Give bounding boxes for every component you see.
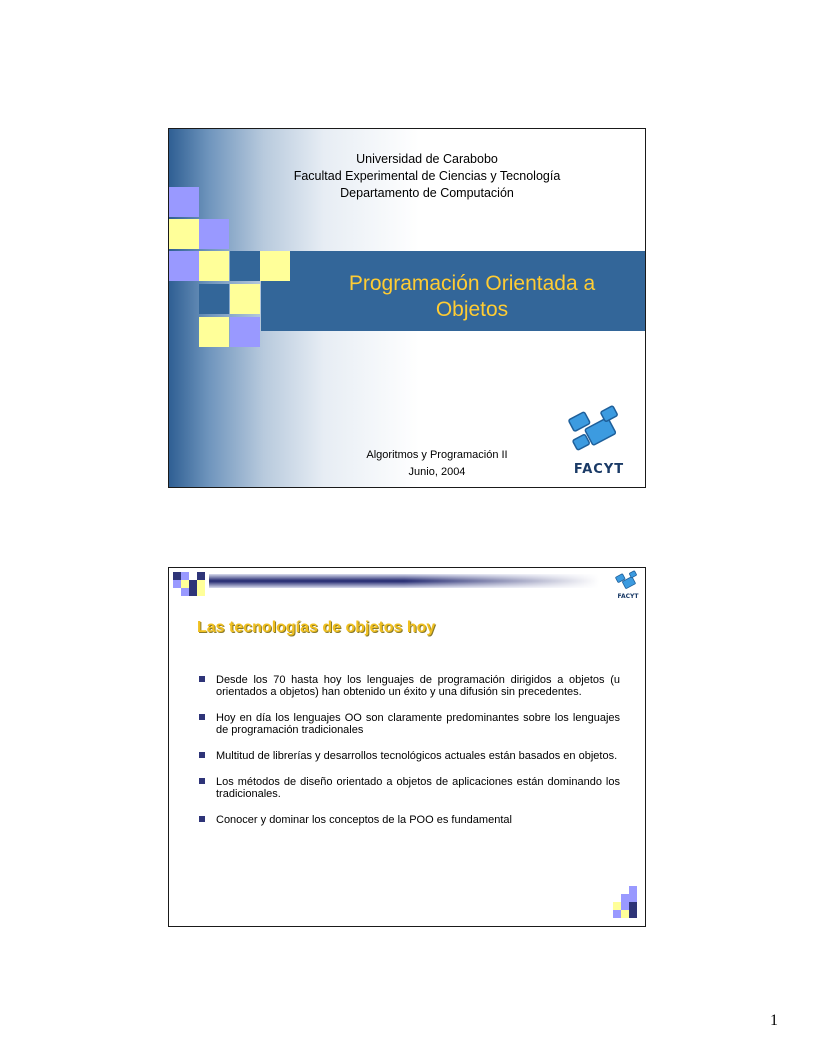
department-name: Departamento de Computación — [340, 186, 514, 200]
page-number: 1 — [770, 1012, 778, 1029]
bullet-list — [199, 674, 620, 840]
course-name: Algoritmos y Programación II — [366, 449, 508, 461]
svg-text:FACYT: FACYT — [617, 593, 639, 600]
list-item: Hoy en día los lenguajes OO son claramente predominantes sobre los lenguajes de programación tradicionales — [199, 712, 620, 736]
svg-text:FACYT: FACYT — [573, 462, 625, 477]
list-item: Multitud de librerías y desarrollos tecnológicos actuales están basados en objetos. — [199, 750, 620, 762]
institution-header — [209, 151, 645, 202]
title-line-1: Programación Orientada a — [348, 272, 596, 295]
facyt-logo — [563, 401, 635, 479]
slide-title — [329, 271, 615, 323]
list-item: Los métodos de diseño orientado a objetos de aplicaciones están dominando los tradicionales. — [199, 776, 620, 800]
course-info — [289, 447, 585, 481]
course-date: Junio, 2004 — [408, 466, 466, 478]
list-item: Conocer y dominar los conceptos de la POO es fundamental — [199, 814, 620, 826]
title-line-2: Objetos — [435, 298, 509, 321]
bullet-square-icon — [199, 816, 205, 822]
facyt-logo-small — [613, 570, 643, 600]
bullet-square-icon — [199, 676, 205, 682]
bullet-square-icon — [199, 778, 205, 784]
bullet-square-icon — [199, 714, 205, 720]
list-item: Desde los 70 hasta hoy los lenguajes de programación dirigidos a objetos (u orientados a objetos) han obtenido un éxito y una difusión sin precedentes. — [199, 674, 620, 698]
title-slide — [168, 128, 646, 488]
bullet-square-icon — [199, 752, 205, 758]
header-bar — [209, 574, 599, 588]
content-slide — [168, 567, 646, 927]
slide-title: Las tecnologías de objetos hoy — [197, 619, 436, 636]
faculty-name: Facultad Experimental de Ciencias y Tecnología — [293, 169, 561, 183]
university-name: Universidad de Carabobo — [356, 152, 498, 166]
